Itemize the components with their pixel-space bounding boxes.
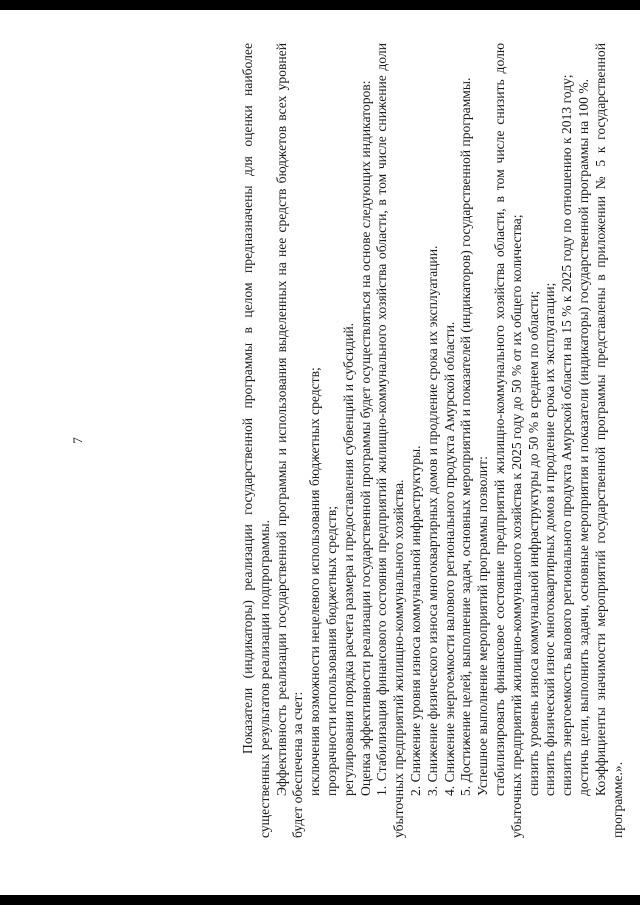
page-number: 7 [70, 437, 85, 444]
list-item-transparency: прозрачности использования бюджетных средств; [323, 505, 339, 796]
indicator-item-3: 3. Снижение физического износа многоквартирных домов и продление срока их эксплуатации. [424, 245, 440, 796]
result-item-goals: достичь цели, выполнить задачи, основные мероприятия и показатели (индикаторы) государственной программы на 100 %. [575, 78, 591, 796]
paragraph-evaluation: Оценка эффективности реализации государственной программы будет осуществляться на основе следующих индикаторов: [357, 80, 373, 796]
scan-edge-top [0, 0, 640, 10]
paragraph-efficiency: Эффективность реализации государственной программы и использования выделенных на нее средств бюджетов всех уровней будет обеспечена за счет: [273, 43, 306, 838]
rotated-document-page [70, 43, 625, 838]
indicator-item-2: 2. Снижение уровня износа коммунальной инфраструктуры. [407, 445, 423, 796]
paragraph-coefficients: Коэффициенты значимости мероприятий государственной программы представлены в приложении № 5 к государственной программе.». [592, 43, 625, 838]
paragraph-success: Успешное выполнение мероприятий программы позволит: [475, 456, 491, 796]
scan-edge-bottom [0, 895, 640, 905]
list-item-subsidy-regulation: регулирования порядка расчета размера и предоставления субвенций и субсидий. [340, 322, 356, 796]
indicator-item-4: 4. Снижение энергоемкости валового регионального продукта Амурской области. [441, 321, 457, 796]
result-item-housing: снизить физический износ многоквартирных домов и продление срока их эксплуатации; [542, 282, 558, 796]
paragraph-indicators-purpose: Показатели (индикаторы) реализации государственной программы в целом предназначены для оценки наиболее существенных результатов реализации подпрограммы. [240, 43, 272, 838]
list-item-misuse-exclusion: исключения возможности нецелевого использования бюджетных средств; [307, 367, 323, 796]
result-item-energy: снизить энергоемкость валового регионального продукта Амурской области на 15 % к 2025 году по отношению к 2013 году; [559, 74, 575, 796]
indicator-item-1: 1. Стабилизация финансового состояния предприятий жилищно-коммунального хозяйства области, в том числе снижение доли убыточных предприятий жилищно-коммунального хозяйства. [374, 43, 407, 838]
result-item-stabilize: стабилизировать финансовое состояние предприятий жилищно-коммунального хозяйства области, в том числе снизить долю убыточных предприятий жилищно-коммунального хозяйства к 2025 году до 50 % от их общего количества; [491, 43, 524, 838]
indicator-item-5: 5. Достижение целей, выполнение задач, основных мероприятий и показателей (индикаторов) государственной программы. [458, 77, 474, 796]
result-item-infrastructure: снизить уровень износа коммунальной инфраструктуры до 50 % в среднем по области; [525, 291, 541, 796]
document-body [240, 43, 626, 838]
